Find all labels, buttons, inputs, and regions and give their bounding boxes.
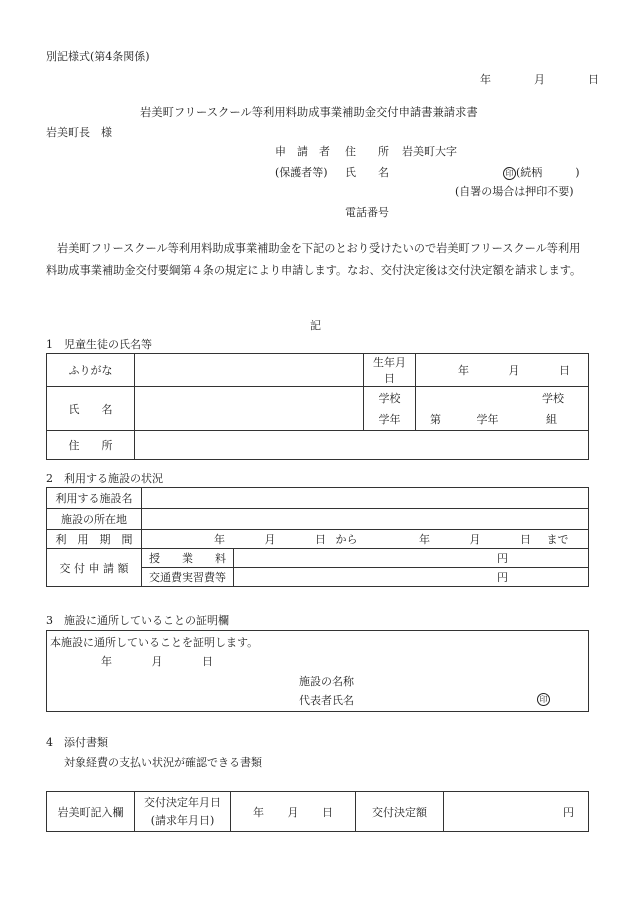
birth-value[interactable]: 年 月 日 xyxy=(416,354,589,387)
student-address-label: 住 所 xyxy=(47,431,135,460)
student-name-label: 氏 名 xyxy=(47,387,135,431)
address-value: 岩美町大字 xyxy=(402,145,457,158)
seal-area: 印 (続柄 ) xyxy=(503,164,580,180)
decision-date-label: 交付決定年月日 (請求年月日) xyxy=(135,792,231,832)
body-text: 岩美町フリースクール等利用料助成事業補助金を下記のとおり受けたいので岩美町フリースクール等利用料助成事業補助金交付要綱第４条の規定により申請します。なお、交付決定後は交付決定額を請求します。 xyxy=(46,242,582,277)
section2-heading: 2 利用する施設の状況 xyxy=(46,472,163,485)
form-label: 別記様式(第4条関係) xyxy=(46,50,150,63)
cert-rep-label: 代表者氏名 xyxy=(299,694,354,707)
facility-table xyxy=(46,487,589,587)
school-grade-value[interactable]: 学校 第 学年 組 xyxy=(416,387,589,431)
name-label: 氏 名 xyxy=(345,166,389,179)
period-label: 利 用 期 間 xyxy=(47,530,142,549)
period-value[interactable]: 年 月 日 から 年 月 日 まで xyxy=(142,530,589,549)
seal-icon: 印 xyxy=(503,167,516,180)
facility-name-label: 利用する施設名 xyxy=(47,488,142,509)
student-name-field[interactable] xyxy=(135,387,364,431)
section4-heading: 4 添付書類 xyxy=(46,736,108,749)
student-table xyxy=(46,353,589,460)
address-label: 住 所 xyxy=(345,145,389,158)
seal-icon: 印 xyxy=(537,693,550,706)
decision-date-value[interactable]: 年 月 日 xyxy=(231,792,356,832)
transport-label: 交通費実習費等 xyxy=(142,568,234,587)
tuition-value[interactable]: 円 xyxy=(234,549,589,568)
ki-label: 記 xyxy=(310,319,321,332)
certification-box xyxy=(46,630,589,712)
office-use-label: 岩美町記入欄 xyxy=(47,792,135,832)
amount-label: 交 付 申 請 額 xyxy=(47,549,142,587)
cert-date[interactable]: 年 月 日 xyxy=(101,655,213,668)
addressee: 岩美町長 様 xyxy=(46,126,112,139)
section3-heading: 3 施設に通所していることの証明欄 xyxy=(46,614,229,627)
applicant-role: 申 請 者 xyxy=(275,145,330,158)
decision-amount-value[interactable]: 円 xyxy=(444,792,589,832)
applicant-guardian: (保護者等) xyxy=(275,166,328,179)
tuition-label: 授 業 料 xyxy=(142,549,234,568)
document-title: 岩美町フリースクール等利用料助成事業補助金交付申請書兼請求書 xyxy=(140,106,478,119)
facility-address-field[interactable] xyxy=(142,509,589,530)
decision-amount-label: 交付決定額 xyxy=(356,792,444,832)
transport-value[interactable]: 円 xyxy=(234,568,589,587)
phone-label: 電話番号 xyxy=(345,206,389,219)
furigana-field[interactable] xyxy=(135,354,364,387)
school-grade-label: 学校 学年 xyxy=(364,387,416,431)
birth-label: 生年月日 xyxy=(364,354,416,387)
facility-name-field[interactable] xyxy=(142,488,589,509)
office-use-table xyxy=(46,791,589,832)
date-line: 年 月 日 xyxy=(480,73,599,86)
cert-text: 本施設に通所していることを証明します。 xyxy=(50,636,259,649)
facility-address-label: 施設の所在地 xyxy=(47,509,142,530)
furigana-label: ふりがな xyxy=(47,354,135,387)
section1-heading: 1 児童生徒の氏名等 xyxy=(46,338,152,351)
signature-note: (自署の場合は押印不要) xyxy=(455,185,574,198)
attachment-item: 対象経費の支払い状況が確認できる書類 xyxy=(64,756,262,769)
cert-facility-name-label: 施設の名称 xyxy=(299,675,354,688)
student-address-field[interactable] xyxy=(135,431,589,460)
